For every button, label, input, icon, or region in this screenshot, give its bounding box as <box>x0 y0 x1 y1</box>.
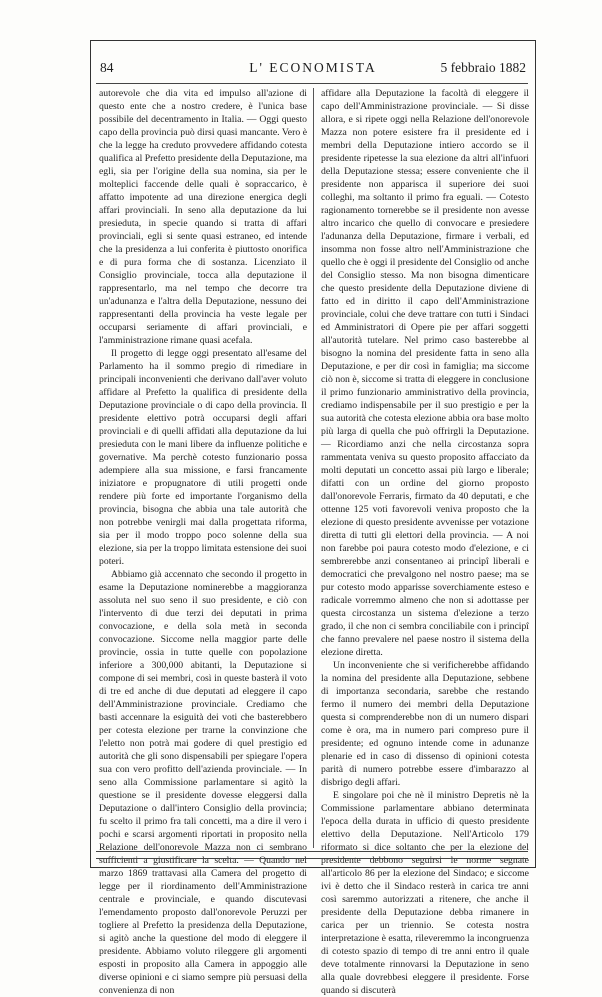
page-number: 84 <box>100 60 114 75</box>
page-header <box>100 60 526 78</box>
paragraph: affidare alla Deputazione la facoltà di eleggere il capo dell'Amministrazione provinciale. — Si disse allora, e si ripete oggi nella Relazione dell'onorevole Mazza non potere esistere fra il presidente ed i membri della Deputazione intiero accordo se il presidente ripetesse la sua elezione da altri all'infuori della Deputazione stessa; essere conveniente che il presidente non apparisca il superiore dei suoi colleghi, ma soltanto il primo fra eguali. — Cotesto ragionamento tornerebbe se il presidente non avesse altro incarico che quello di convocare e presiedere l'adunanza della Deputazione, firmare i verbali, ed insomma non fosse altro nell'Amministrazione che quello che è oggi il presidente del Consiglio od anche del Consiglio stesso. Ma non bisogna dimenticare che questo presidente della Deputazione diviene di fatto ed in diritto il capo dell'Amministrazione provinciale, colui che deve trattare con tutti i Sindaci ed Amministratori di Opere pie per affari soggetti all'autorità tutelare. Nel primo caso basterebbe al bisogno la nomina del presidente fatta in seno alla Deputazione, e per dir così in famiglia; ma siccome ciò non è, siccome si tratta di eleggere in conclusione il primo funzionario amministrativo della provincia, crediamo indispensabile per il suo prestigio e per la sua autorità che cotesta elezione abbia ora base molto più larga di quella che può offrirgli la Deputazione. — Ricordiamo anzi che nella circostanza sopra rammentata venivа su questo proposito affacciato da molti deputati un concetto assai più largo e liberale; difatti con un ordine del giorno proposto dall'onorevole Ferraris, firmato da 40 deputati, e che ottenne 125 voti favorevoli veniva proposto che la elezione di questo presidente avvenisse per votazione diretta di tutti gli elettori della provincia. — A noi non farebbe poi paura cotesto modo d'elezione, e ci sembrerebbe anzi consentaneo ai principî liberali e democratici che prevalgono nel nostro paese; ma se pur cotesto modo apparisse soverchiamente esteso e radicale vorremmo almeno che non si adottasse per questa circostanza un sistema d'elezione a terzo grado, il che non ci sembra conciliabile con i principî che fanno prevalere nel paese nostro il sistema della elezione diretta. <box>321 88 529 658</box>
left-column <box>99 87 307 997</box>
right-column <box>321 87 529 997</box>
footer-rule <box>96 851 528 859</box>
issue-date: 5 febbraio 1882 <box>440 60 526 75</box>
paragraph: Un inconveniente che si verificherebbe affidando la nomina del presidente alla Deputazione, sebbene di importanza secondaria, sarebbe che restando fermo il numero dei membri della Deputazione questa si comprenderebbe non di un numero dispari come è ora, ma in numero pari compreso pure il presidente; ed ognuno intende come in adunanze plenarie ed in caso di dissenso di opinioni cotesta parità di numero potrebbe essere d'imbarazzo al disbrigo degli affari. <box>321 660 529 788</box>
paragraph: Il progetto di legge oggi presentato all'esame del Parlamento ha il sommo pregio di rimediare in principali inconvenienti che derivano dall'aver voluto affidare al Prefetto la qualifica di presidente della Deputazione provinciale o di capo della provincia. Il presidente elettivo potrà occuparsi degli affari provinciali e di quelli affidati alla deputazione da lui presieduta con le mani libere da influenze politiche e governative. Ma perchè cotesto funzionario possa adempiere alla sua missione, e farsi francamente iniziatore e propugnatore di utili progetti onde rendere più forte ed importante l'organismo della provincia, bisogna che abbia una tale autorità che non potrebbe venirgli mai dalla progettata riforma, sia per il modo troppo poco solenne della sua elezione, sia per la troppo limitata estensione dei suoi poteri. <box>99 348 307 567</box>
column-divider <box>313 88 314 848</box>
journal-title: L' ECONOMISTA <box>249 60 377 75</box>
paragraph: E singolare poi che nè il ministro Depretis nè la Commissione parlamentare abbiano determinata l'epoca della durata in ufficio di questo presidente elettivo della Deputazione. Nell'Articolo 179 riformato si dice soltanto che per la elezione del presidente debbono seguirsi le norme segnate all'articolo 86 per la elezione del Sindaco; e siccome ivi è detto che il Sindaco resterà in carica tre anni così saremmo autorizzati a ritenere, che anche il presidente della Deputazione debba rimanere in carica per un triennio. Se cotesta nostra interpretazione è esatta, rileveremmo la incongruenza di cotesto spazio di tempo di tre anni entro il quale deve totalmente rinnovarsi la Deputazione in seno alla quale dovrebbesi eleggere il presidente. Forse quando si discuterà <box>321 790 529 996</box>
paragraph: autorevole che dia vita ed impulso all'azione di questo ente che a nostro credere, è l'unica base possibile del decentramento in Italia. — Oggi questo capo della provincia può dirsi quasi mancante. Vero è che la legge ha creduto provvedere affidando cotesta qualifica al Prefetto presidente della Deputazione, ma egli, sia per l'origine della sua nomina, sia per le molteplici faccende delle quali è sopraccarico, è affatto impotente ad una direzione energica degli affari provinciali. In seno alla deputazione da lui presieduta, in specie quando si tratta di affari provinciali, egli si sente quasi estraneo, ed intende che la presidenza a lui conferita è piuttosto onorifica e di pura forma che di sostanza. Licenziato il Consiglio provinciale, tocca alla deputazione il rappresentarlo, ma nel tempo che decorre tra un'adunanza e l'altra della Deputazione, nessuno dei rappresentanti della provincia ha veste legale per occuparsi seriamente di affari provinciali, e l'amministrazione rimane quasi acefala. <box>99 88 307 346</box>
header-rule <box>96 83 528 84</box>
paragraph: Abbiamo già accennato che secondo il progetto in esame la Deputazione nominerebbe a maggioranza assoluta nel suo seno il suo presidente, e ciò con l'intervento di due terzi dei deputati in prima convocazione, e della sola metà in seconda convocazione. Siccome nella maggior parte delle provincie, ossia in tutte quelle con popolazione inferiore a 300,000 abitanti, la Deputazione si compone di sei membri, così in queste basterà il voto di tre ed anche di due deputati ad eleggere il capo dell'Amministrazione provinciale. Crediamo che basti accennare la esiguità dei voti che basterebbero per cotesta elezione per trarne la convinzione che l'eletto non potrà mai godere di quel prestigio ed autorità che gli sono dispensabili per spiegare l'opera sua con vero profitto dell'azienda provinciale. — In seno alla Commissione parlamentare si agitò la questione se il presidente dovesse eleggersi dalla Deputazione o dall'intero Consiglio della provincia; fu scelto il primo fra tali concetti, ma a dire il vero i pochi e scarsi argomenti riportati in proposito nella Relazione dell'onorevole Mazza non ci sembrano sufficienti a giustificare la scelta. — Quando nel marzo 1869 trattavasi alla Camera del progetto di legge per il riordinamento dell'Amministrazione centrale e provinciale, e quando discutevasi l'emendamento proposto dall'onorevole Peruzzi per togliere al Prefetto la presidenza della Deputazione, si agitò anche la questione del modo di eleggere il presidente. Abbiamo voluto rileggere gli argomenti esposti in proposito alla Camera in appoggio alle diverse opinioni e ci siamo sempre più persuasi della convenienza di non <box>99 569 307 996</box>
